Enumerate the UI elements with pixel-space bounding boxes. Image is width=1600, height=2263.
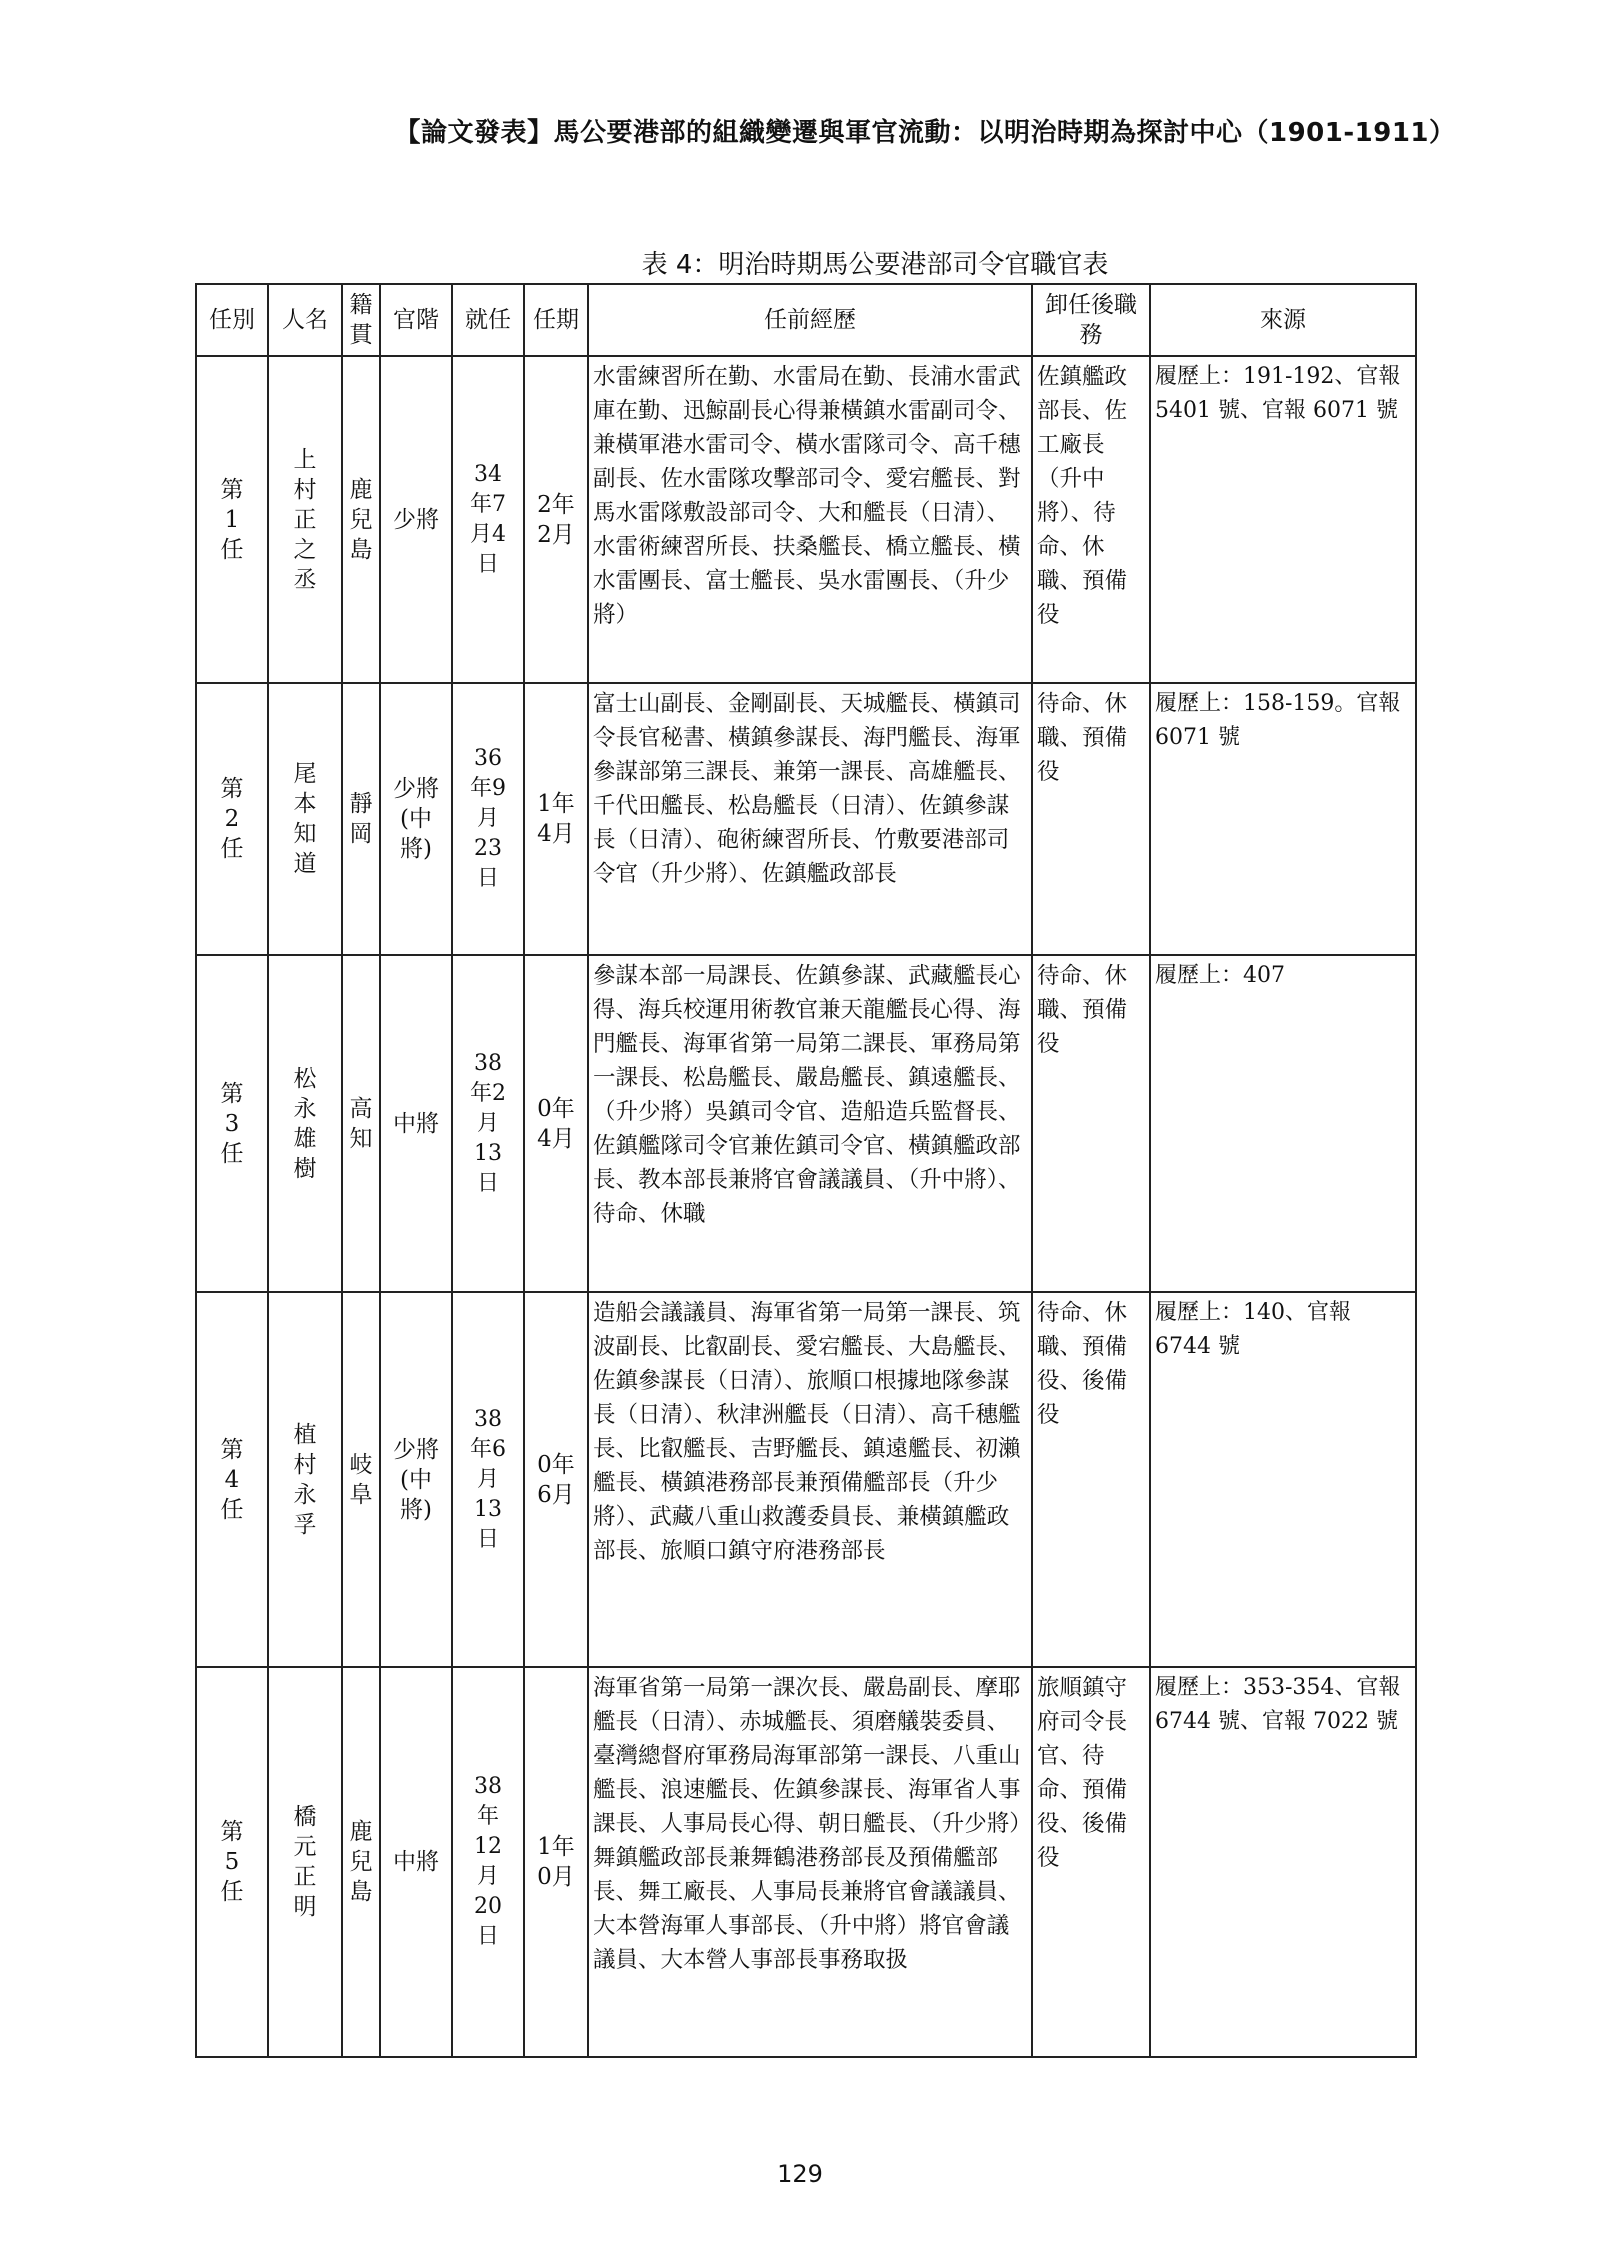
col-header-origin: 籍貫 bbox=[342, 284, 380, 356]
cell-rank: 中將 bbox=[380, 1667, 452, 2057]
table-row bbox=[196, 356, 1416, 683]
cell-rank: 中將 bbox=[380, 955, 452, 1292]
cell-order: 第2任 bbox=[196, 683, 268, 955]
cell-name: 松永雄樹 bbox=[268, 955, 342, 1292]
cell-rank: 少將 bbox=[380, 356, 452, 683]
col-header-source: 來源 bbox=[1150, 284, 1416, 356]
cell-history: 造船会議議員、海軍省第一局第一課長、筑波副長、比叡副長、愛宕艦長、大島艦長、佐鎮參謀長（日清）、旅順口根據地隊參謀長（日清）、秋津洲艦長（日清）、高千穗艦長、比叡艦長、吉野艦長、鎮遠艦長、初瀨艦長、橫鎮港務部長兼預備艦部長（升少將）、武藏八重山救護委員長、兼橫鎮艦政部長、旅順口鎮守府港務部長 bbox=[588, 1292, 1032, 1667]
cell-source: 履歷上：158-159。官報 6071 號 bbox=[1150, 683, 1416, 955]
cell-source: 履歷上：140、官報 6744 號 bbox=[1150, 1292, 1416, 1667]
cell-order: 第4任 bbox=[196, 1292, 268, 1667]
commanders-table bbox=[195, 283, 1417, 2058]
cell-after: 佐鎮艦政部長、佐工廠長（升中將）、待命、休職、預備役 bbox=[1032, 356, 1150, 683]
page-number: 129 bbox=[777, 2160, 823, 2188]
cell-order: 第5任 bbox=[196, 1667, 268, 2057]
cell-term: 1年4月 bbox=[524, 683, 588, 955]
table-row bbox=[196, 683, 1416, 955]
cell-term: 0年4月 bbox=[524, 955, 588, 1292]
col-header-name: 人名 bbox=[268, 284, 342, 356]
running-header: 【論文發表】馬公要港部的組織變遷與軍官流動：以明治時期為探討中心（1901-1911） bbox=[394, 118, 1456, 148]
cell-history: 水雷練習所在勤、水雷局在勤、長浦水雷武庫在勤、迅鯨副長心得兼橫鎮水雷副司令、兼橫軍港水雷司令、橫水雷隊司令、高千穗副長、佐水雷隊攻擊部司令、愛宕艦長、對馬水雷隊敷設部司令、大和艦長（日清）、水雷術練習所長、扶桑艦長、橋立艦長、橫水雷團長、富士艦長、吳水雷團長、（升少將） bbox=[588, 356, 1032, 683]
cell-rank: 少將(中將) bbox=[380, 1292, 452, 1667]
cell-order: 第1任 bbox=[196, 356, 268, 683]
cell-appointed: 38年6月13日 bbox=[452, 1292, 524, 1667]
cell-origin: 高知 bbox=[342, 955, 380, 1292]
cell-term: 2年2月 bbox=[524, 356, 588, 683]
cell-history: 參謀本部一局課長、佐鎮參謀、武藏艦長心得、海兵校運用術教官兼天龍艦長心得、海門艦長、海軍省第一局第二課長、軍務局第一課長、松島艦長、嚴島艦長、鎮遠艦長、（升少將）吳鎮司令官、造船造兵監督長、佐鎮艦隊司令官兼佐鎮司令官、橫鎮艦政部長、教本部長兼將官會議議員、（升中將）、待命、休職 bbox=[588, 955, 1032, 1292]
col-header-rank: 官階 bbox=[380, 284, 452, 356]
cell-appointed: 36年9月23日 bbox=[452, 683, 524, 955]
cell-rank: 少將(中將) bbox=[380, 683, 452, 955]
cell-origin: 鹿兒島 bbox=[342, 1667, 380, 2057]
cell-appointed: 34年7月4日 bbox=[452, 356, 524, 683]
cell-order: 第3任 bbox=[196, 955, 268, 1292]
cell-after: 待命、休職、預備役 bbox=[1032, 683, 1150, 955]
cell-origin: 岐阜 bbox=[342, 1292, 380, 1667]
table-row bbox=[196, 1292, 1416, 1667]
cell-after: 待命、休職、預備役 bbox=[1032, 955, 1150, 1292]
cell-after: 待命、休職、預備役、後備役 bbox=[1032, 1292, 1150, 1667]
cell-source: 履歷上：407 bbox=[1150, 955, 1416, 1292]
table-caption: 表 4：明治時期馬公要港部司令官職官表 bbox=[641, 250, 1109, 280]
cell-source: 履歷上：353-354、官報 6744 號、官報 7022 號 bbox=[1150, 1667, 1416, 2057]
cell-origin: 鹿兒島 bbox=[342, 356, 380, 683]
col-header-order: 任別 bbox=[196, 284, 268, 356]
cell-history: 海軍省第一局第一課次長、嚴島副長、摩耶艦長（日清）、赤城艦長、須磨艤裝委員、臺灣總督府軍務局海軍部第一課長、八重山艦長、浪速艦長、佐鎮參謀長、海軍省人事課長、人事局長心得、朝日艦長、（升少將）舞鎮艦政部長兼舞鶴港務部長及預備艦部長、舞工廠長、人事局長兼將官會議議員、大本營海軍人事部長、（升中將）將官會議議員、大本營人事部長事務取扱 bbox=[588, 1667, 1032, 2057]
cell-appointed: 38年2月13日 bbox=[452, 955, 524, 1292]
header-row bbox=[196, 284, 1416, 356]
cell-name: 植村永孚 bbox=[268, 1292, 342, 1667]
cell-appointed: 38年12月20日 bbox=[452, 1667, 524, 2057]
cell-origin: 靜岡 bbox=[342, 683, 380, 955]
cell-term: 1年0月 bbox=[524, 1667, 588, 2057]
cell-term: 0年6月 bbox=[524, 1292, 588, 1667]
table-row bbox=[196, 955, 1416, 1292]
col-header-history: 任前經歷 bbox=[588, 284, 1032, 356]
table-row bbox=[196, 1667, 1416, 2057]
col-header-term: 任期 bbox=[524, 284, 588, 356]
cell-name: 橋元正明 bbox=[268, 1667, 342, 2057]
cell-history: 富士山副長、金剛副長、天城艦長、橫鎮司令長官秘書、橫鎮參謀長、海門艦長、海軍參謀部第三課長、兼第一課長、高雄艦長、千代田艦長、松島艦長（日清）、佐鎮參謀長（日清）、砲術練習所長、竹敷要港部司令官（升少將）、佐鎮艦政部長 bbox=[588, 683, 1032, 955]
col-header-after: 卸任後職務 bbox=[1032, 284, 1150, 356]
cell-name: 上村正之丞 bbox=[268, 356, 342, 683]
cell-after: 旅順鎮守府司令長官、待命、預備役、後備役 bbox=[1032, 1667, 1150, 2057]
cell-source: 履歷上：191-192、官報 5401 號、官報 6071 號 bbox=[1150, 356, 1416, 683]
cell-name: 尾本知道 bbox=[268, 683, 342, 955]
col-header-appointed: 就任 bbox=[452, 284, 524, 356]
